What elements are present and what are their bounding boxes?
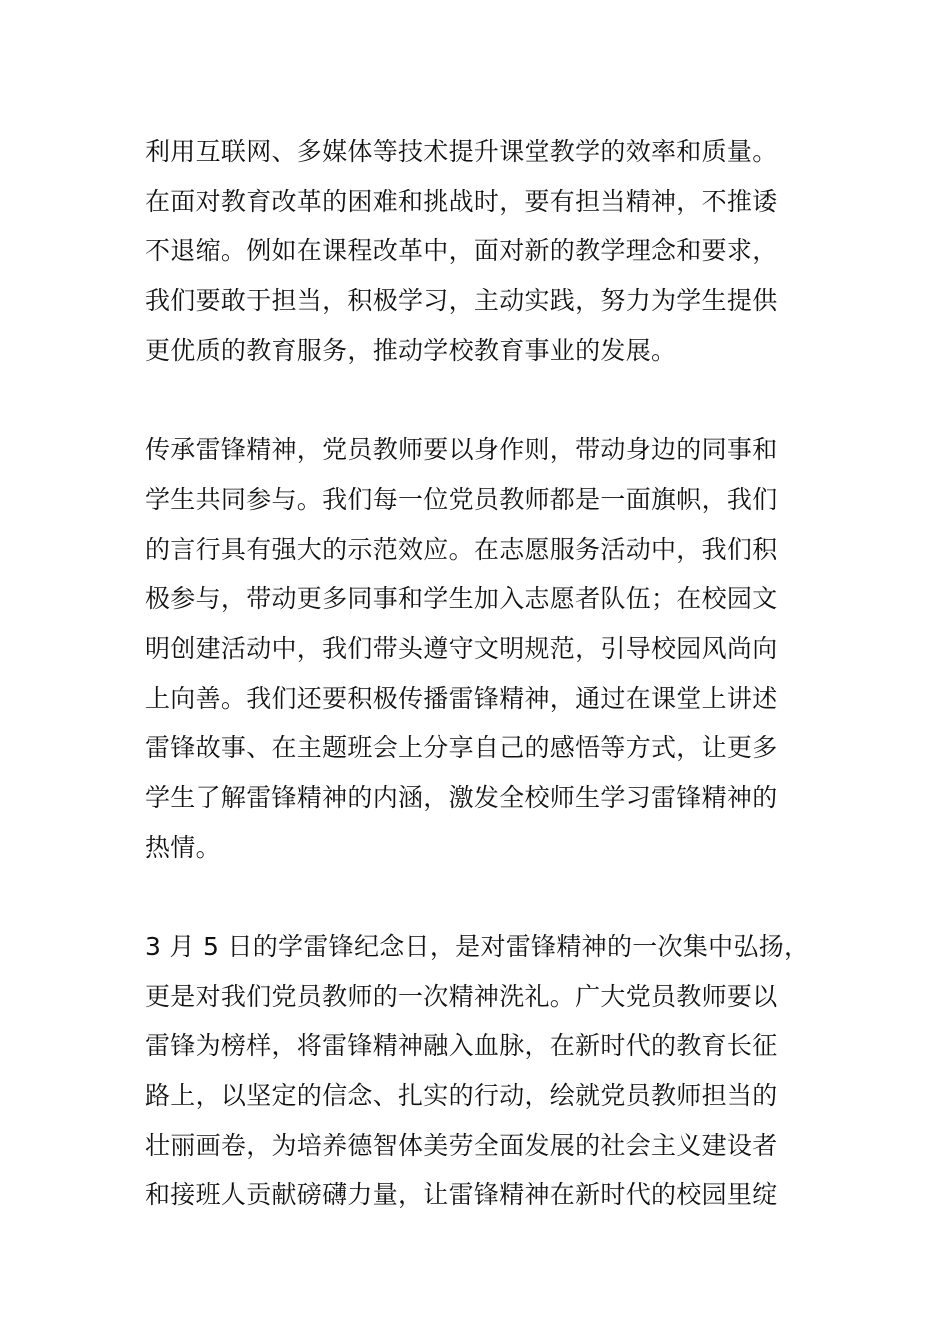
text-line: 3 月 5 日的学雷锋纪念日，是对雷锋精神的一次集中弘扬，	[145, 932, 810, 961]
text-line: 在面对教育改革的困难和挑战时，要有担当精神，不推诿	[145, 186, 778, 216]
text-line: 不退缩。例如在课程改革中，面对新的教学理念和要求，	[145, 236, 778, 266]
paragraph-spacer	[145, 375, 810, 425]
paragraph-spacer	[145, 872, 810, 922]
paragraph-2	[145, 425, 810, 872]
text-line: 利用互联网、多媒体等技术提升课堂教学的效率和质量。	[145, 137, 778, 166]
paragraph-3	[145, 922, 810, 1220]
text-line: 明创建活动中，我们带头遵守文明规范，引导校园风尚向	[145, 633, 778, 663]
text-line: 更是对我们党员教师的一次精神洗礼。广大党员教师要以	[145, 981, 778, 1011]
text-line: 我们要敢于担当，积极学习，主动实践，努力为学生提供	[145, 286, 778, 316]
text-line: 更优质的教育服务，推动学校教育事业的发展。	[145, 335, 677, 365]
text-line: 传承雷锋精神，党员教师要以身作则，带动身边的同事和	[145, 435, 778, 465]
text-line: 雷锋为榜样，将雷锋精神融入血脉，在新时代的教育长征	[145, 1031, 778, 1061]
text-line: 热情。	[145, 832, 221, 862]
paragraph-1	[145, 127, 810, 375]
text-line: 学生共同参与。我们每一位党员教师都是一面旗帜，我们	[145, 484, 778, 514]
text-line: 路上，以坚定的信念、扎实的行动，绘就党员教师担当的	[145, 1081, 778, 1111]
text-line: 上向善。我们还要积极传播雷锋精神，通过在课堂上讲述	[145, 683, 778, 713]
document-page	[145, 127, 810, 1220]
text-line: 壮丽画卷，为培养德智体美劳全面发展的社会主义建设者	[145, 1130, 778, 1160]
text-line: 和接班人贡献磅礴力量，让雷锋精神在新时代的校园里绽	[145, 1180, 778, 1210]
text-line: 学生了解雷锋精神的内涵，激发全校师生学习雷锋精神的	[145, 782, 778, 812]
text-line: 极参与，带动更多同事和学生加入志愿者队伍；在校园文	[145, 584, 778, 614]
text-line: 的言行具有强大的示范效应。在志愿服务活动中，我们积	[145, 534, 778, 564]
text-line: 雷锋故事、在主题班会上分享自己的感悟等方式，让更多	[145, 733, 778, 763]
